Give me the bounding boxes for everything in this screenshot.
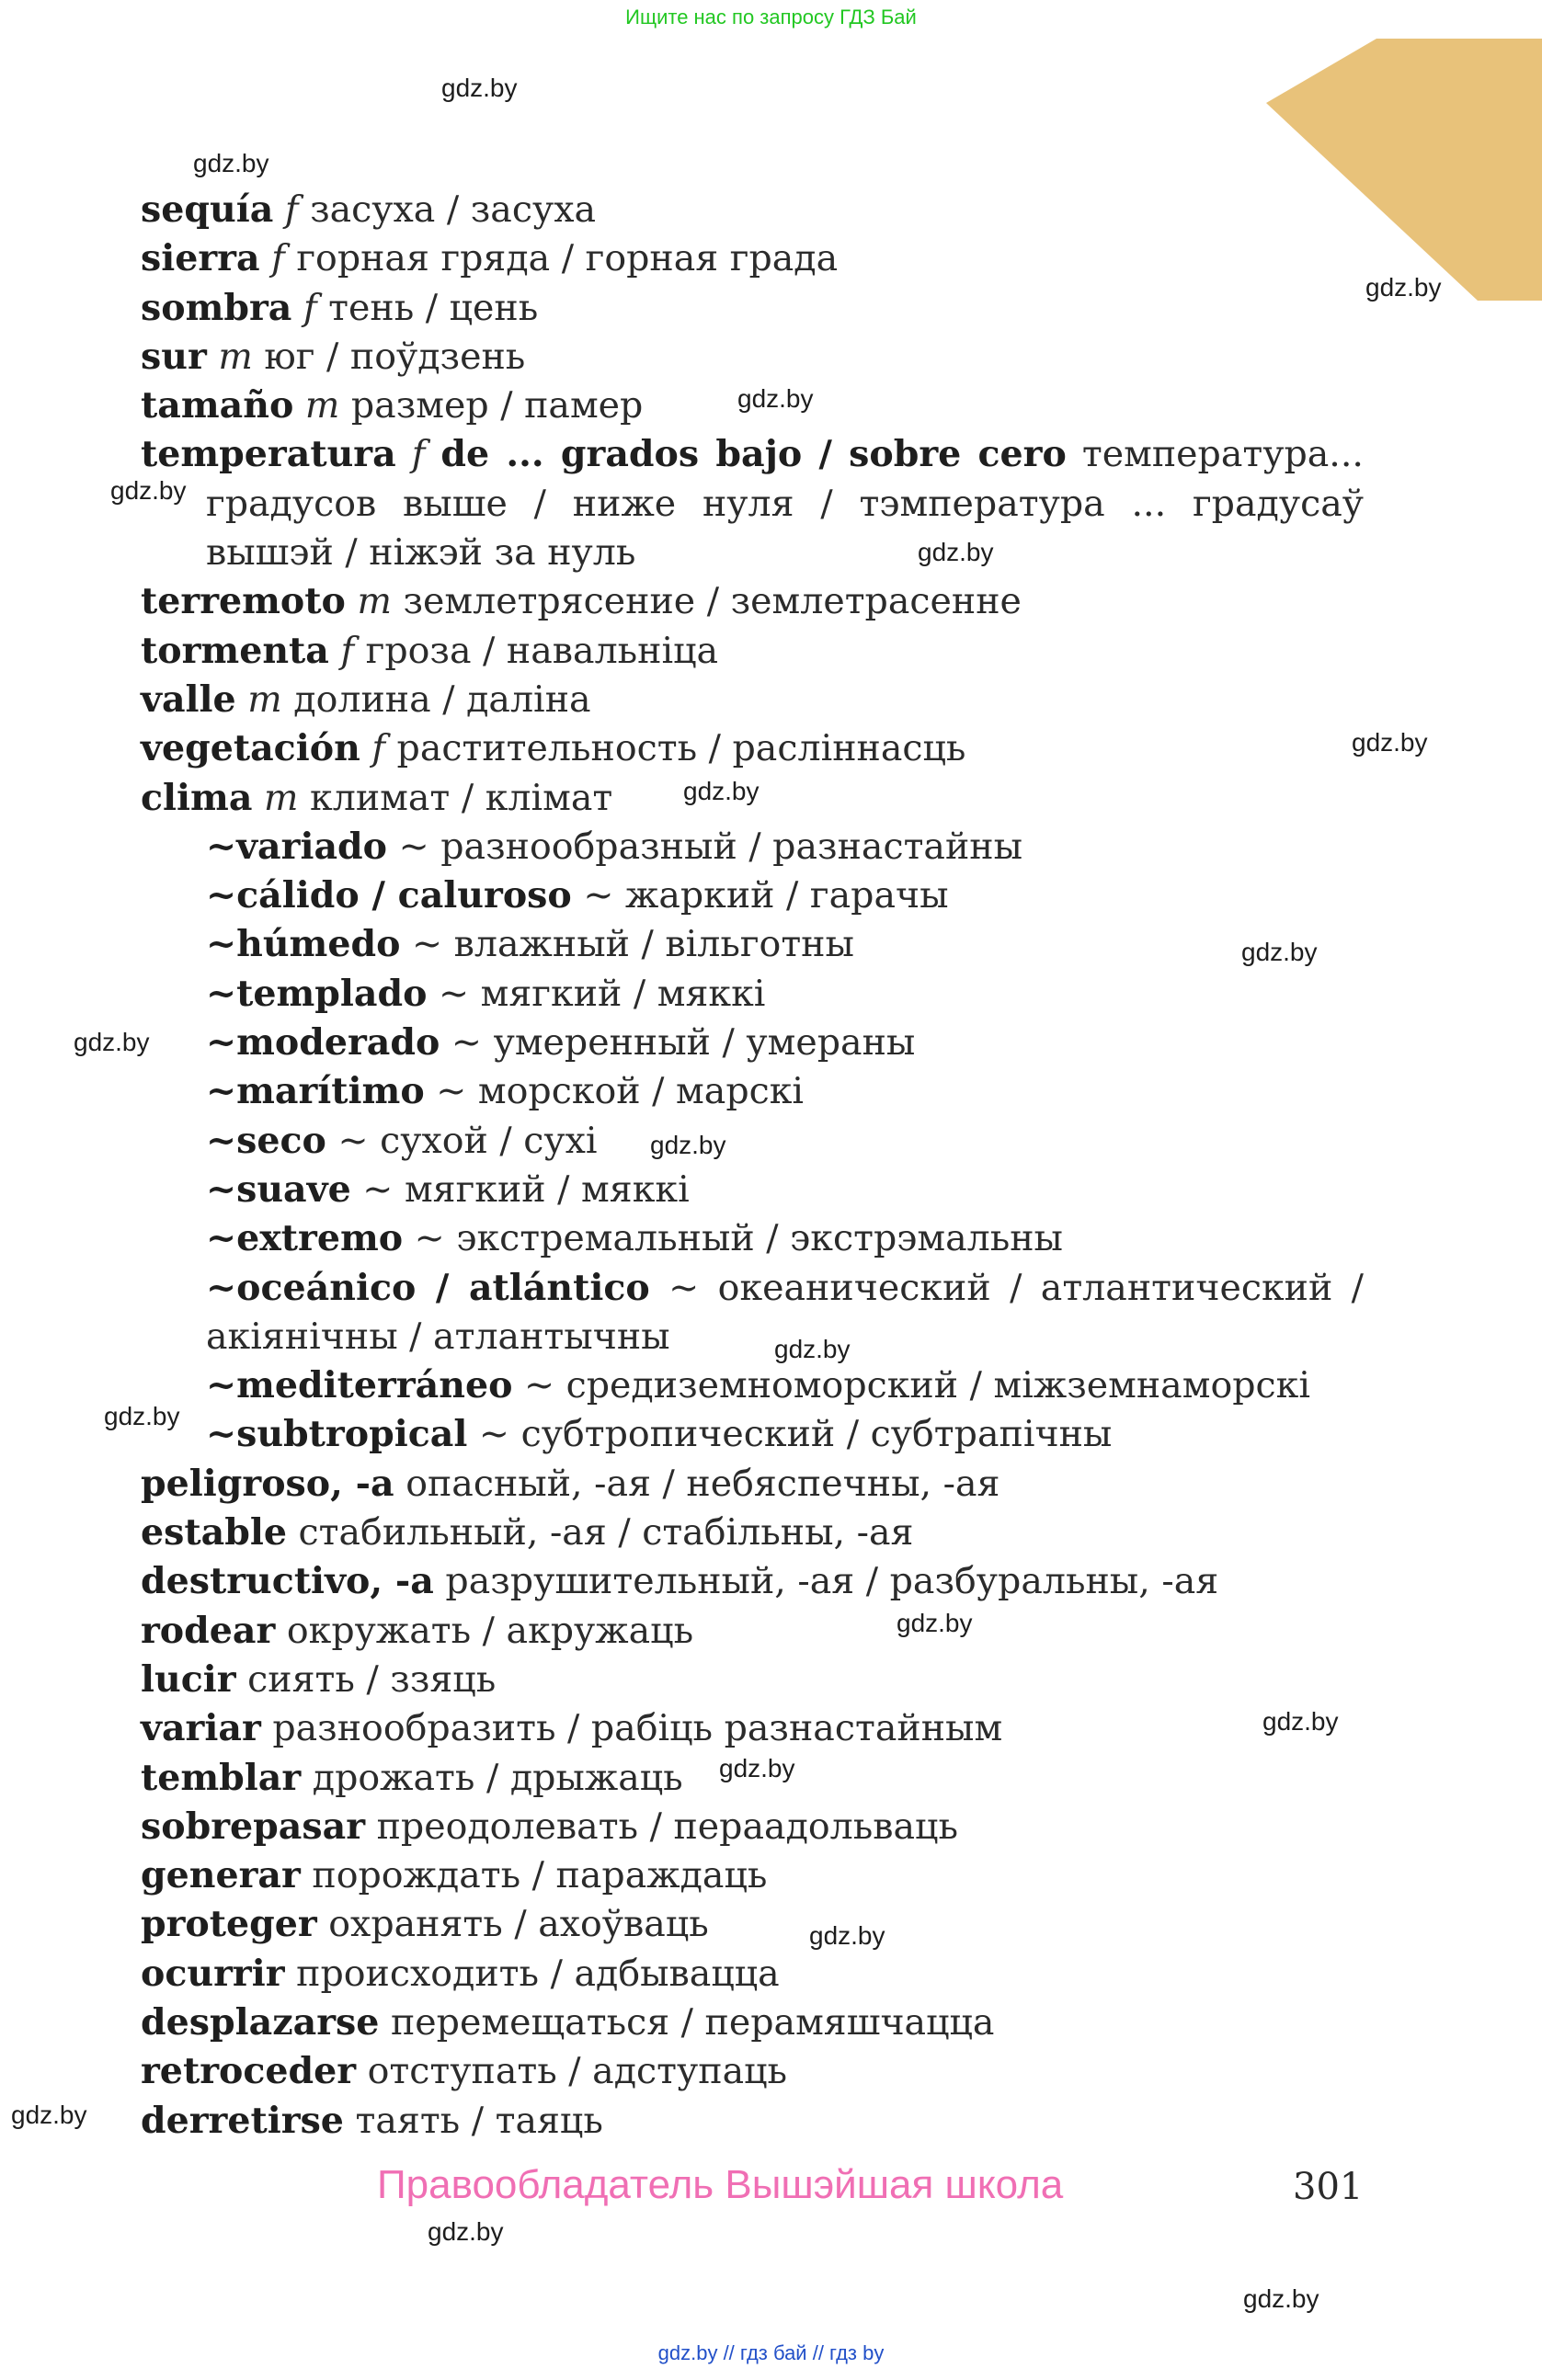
entry-sur (141, 333, 1364, 381)
subentry-translation: ~ мягкий / мяккі (439, 972, 766, 1015)
entry-term: retroceder (141, 2050, 357, 2093)
entry (141, 1851, 1364, 1900)
subentry (141, 823, 1364, 871)
entry-translation: отступать / адступаць (367, 2050, 788, 2093)
entry-phrase: de ... grados bajo / sobre cero (440, 433, 1067, 476)
subentry-term: ~marítimo (206, 1070, 425, 1113)
subentry-term: ~variado (206, 825, 388, 868)
subentry-translation: ~ влажный / вільготны (412, 923, 854, 966)
entry-sierra (141, 234, 1364, 283)
subentry-term: ~cálido / caluroso (206, 874, 572, 917)
entry-term: ocurrir (141, 1952, 285, 1995)
subentry-translation: ~ разнообразный / разнастайны (398, 825, 1023, 868)
entry-gender: m (264, 776, 299, 819)
entry-gender: f (271, 237, 285, 280)
subentry-term: ~oceánico / atlántico (206, 1266, 650, 1309)
subentry (141, 1019, 1364, 1067)
entry-translation: перемещаться / перамяшчацца (390, 2000, 995, 2044)
subentry-term: ~mediterráneo (206, 1364, 513, 1407)
entry-translation: окружать / акружаць (286, 1609, 694, 1652)
subentry-term: ~subtropical (206, 1413, 468, 1456)
watermark: gdz.by (1262, 1707, 1339, 1736)
watermark: gdz.by (737, 384, 814, 413)
entry-term: valle (141, 678, 236, 721)
entry-translation: горная гряда / горная града (296, 237, 839, 280)
entry (141, 1900, 1364, 1949)
entry-translation: гроза / навальніца (365, 629, 719, 672)
entry (141, 1656, 1364, 1704)
entry-translation: юг / поўдзень (264, 335, 526, 378)
entry-term: proteger (141, 1903, 317, 1946)
entry-translation: вышэй / ніжэй за нуль (206, 531, 636, 575)
watermark: gdz.by (1365, 273, 1442, 302)
entry (141, 1803, 1364, 1851)
subentry (141, 871, 1364, 920)
entry-terremoto (141, 577, 1364, 626)
subentry (141, 1264, 1364, 1313)
watermark: gdz.by (1241, 938, 1318, 966)
watermark: gdz.by (74, 1028, 150, 1056)
entry-term: terremoto (141, 580, 346, 623)
entry-term: vegetación (141, 727, 360, 770)
page-number: 301 (1293, 2166, 1364, 2208)
glossary-list (141, 186, 1364, 2146)
watermark: gdz.by (428, 2217, 504, 2246)
subentry (141, 1117, 1364, 1166)
footer-links[interactable]: gdz.by // гдз бай // гдз by (657, 2341, 885, 2364)
entry-translation: землетрясение / землетрасенне (403, 580, 1022, 623)
entry-translation: градусов выше / ниже нуля / тэмпература ... градусаў (206, 482, 1364, 525)
entry-temperatura-cont (141, 480, 1364, 529)
watermark: gdz.by (650, 1131, 726, 1159)
watermark: gdz.by (918, 538, 994, 566)
entry-term: clima (141, 776, 253, 819)
search-banner: Ищите нас по запросу ГДЗ Бай (625, 6, 917, 28)
subentry-translation: ~ экстремальный / экстрэмальны (414, 1217, 1063, 1260)
watermark: gdz.by (683, 777, 760, 805)
entry-term: rodear (141, 1609, 276, 1652)
entry-gender: m (218, 335, 253, 378)
entry-gender: f (284, 188, 299, 231)
entry-translation: размер / памер (350, 384, 644, 427)
entry-term: estable (141, 1511, 287, 1554)
entry-translation: таять / таяць (355, 2099, 603, 2142)
subentry-translation: ~ мягкий / мяккі (362, 1167, 690, 1211)
subentry-term: ~seco (206, 1119, 326, 1162)
entry-term: lucir (141, 1657, 236, 1701)
entry-term: sombra (141, 286, 292, 329)
entry-gender: m (304, 384, 340, 427)
entry (141, 1999, 1364, 2047)
entry-term: tamaño (141, 384, 294, 427)
entry-gender: f (411, 433, 426, 476)
subentry-translation: ~ сухой / сухі (337, 1119, 598, 1162)
entry-term: tormenta (141, 629, 329, 672)
subentry-term: ~suave (206, 1167, 351, 1211)
entry (141, 1754, 1364, 1803)
subentry (141, 970, 1364, 1019)
entry-clima (141, 774, 1364, 823)
entry-term: sobrepasar (141, 1805, 366, 1848)
subentry (141, 1410, 1364, 1459)
entry-translation: опасный, -ая / небяспечны, -ая (405, 1462, 1000, 1505)
entry-translation: охранять / ахоўваць (328, 1903, 709, 1946)
entry (141, 1460, 1364, 1509)
subentry-translation: акіянічны / атлантычны (206, 1315, 670, 1358)
entry-temperatura-cont (141, 529, 1364, 577)
entry-term: sequía (141, 188, 274, 231)
watermark: gdz.by (104, 1402, 180, 1430)
subentry (141, 1361, 1364, 1410)
subentry-translation: ~ средиземноморский / міжземнаморскі (524, 1364, 1310, 1407)
entry-tormenta (141, 627, 1364, 676)
entry-term: destructivo, -a (141, 1560, 434, 1603)
subentry-translation: ~ морской / марскі (436, 1070, 805, 1113)
entry-term: desplazarse (141, 2000, 380, 2044)
subentry-translation: ~ океанический / атлантический / (668, 1266, 1364, 1309)
entry-translation: преодолевать / пераадольваць (376, 1805, 958, 1848)
watermark: gdz.by (719, 1754, 795, 1782)
watermark: gdz.by (193, 149, 269, 177)
entry-term: temperatura (141, 433, 396, 476)
subentry-translation: ~ умеренный / умераны (451, 1021, 916, 1065)
entry-gender: f (303, 286, 317, 329)
entry-translation: растительность / расліннасць (396, 727, 966, 770)
entry (141, 1704, 1364, 1753)
subentry-term: ~húmedo (206, 923, 401, 966)
entry (141, 1950, 1364, 1999)
subentry-translation: ~ жаркий / гарачы (583, 874, 949, 917)
watermark: gdz.by (774, 1335, 851, 1363)
watermark: gdz.by (11, 2101, 87, 2129)
subentry (141, 1214, 1364, 1263)
entry (141, 1607, 1364, 1656)
entry-gender: f (340, 629, 355, 672)
entry-tamano (141, 381, 1364, 430)
subentry-term: ~moderado (206, 1021, 440, 1065)
entry-translation: разнообразить / рабіць разнастайным (272, 1707, 1003, 1750)
entry-term: temblar (141, 1756, 302, 1799)
entry-valle (141, 676, 1364, 724)
watermark: gdz.by (1243, 2284, 1319, 2313)
entry-term: sur (141, 335, 207, 378)
entry-term: sierra (141, 237, 260, 280)
watermark: gdz.by (110, 476, 187, 505)
entry-translation: дрожать / дрыжаць (312, 1756, 683, 1799)
entry-sombra (141, 284, 1364, 333)
entry-vegetacion (141, 724, 1364, 773)
entry-term: generar (141, 1854, 301, 1897)
subentry-translation: ~ субтропический / субтрапічны (478, 1413, 1113, 1456)
watermark: gdz.by (809, 1921, 885, 1950)
entry-translation: стабильный, -ая / стабільны, -ая (298, 1511, 914, 1554)
entry-term: peligroso, -a (141, 1462, 394, 1505)
subentry-term: ~templado (206, 972, 428, 1015)
subentry-term: ~extremo (206, 1217, 404, 1260)
entry-term: derretirse (141, 2099, 344, 2142)
entry-temperatura (141, 430, 1364, 479)
watermark: gdz.by (441, 74, 518, 102)
subentry-cont (141, 1313, 1364, 1361)
entry-translation: климат / клімат (310, 776, 613, 819)
entry-gender: m (247, 678, 282, 721)
entry-translation: тень / цень (328, 286, 539, 329)
entry (141, 2097, 1364, 2146)
subentry (141, 920, 1364, 969)
subentry (141, 1166, 1364, 1214)
entry-translation: сиять / ззяць (247, 1657, 497, 1701)
entry-translation: разрушительный, -ая / разбуральны, -ая (445, 1560, 1219, 1603)
entry-translation: температура... (1081, 433, 1364, 476)
entry-translation: долина / даліна (293, 678, 591, 721)
copyright-notice: Правообладатель Вышэйшая школа (377, 2162, 1064, 2207)
subentry (141, 1067, 1364, 1116)
entry-gender: f (371, 727, 385, 770)
watermark: gdz.by (1352, 728, 1428, 757)
watermark: gdz.by (897, 1609, 973, 1637)
entry (141, 1557, 1364, 1606)
entry (141, 2047, 1364, 2096)
entry-sequia (141, 186, 1364, 234)
entry (141, 1509, 1364, 1557)
entry-gender: m (357, 580, 392, 623)
entry-term: variar (141, 1707, 261, 1750)
entry-translation: происходить / адбывацца (296, 1952, 780, 1995)
entry-translation: засуха / засуха (310, 188, 597, 231)
entry-translation: порождать / параждаць (312, 1854, 768, 1897)
